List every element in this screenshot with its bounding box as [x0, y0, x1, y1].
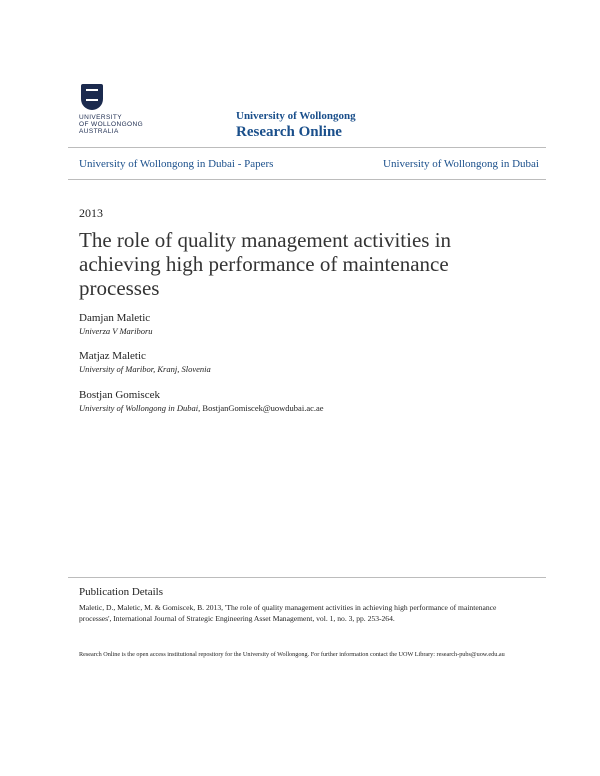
author-affiliation — [79, 364, 211, 374]
affiliation-text: Univerza V Mariboru — [79, 326, 153, 336]
logo-wordmark — [79, 114, 149, 135]
logo-line: UNIVERSITY — [79, 114, 123, 121]
author-name: Matjaz Maletic — [79, 350, 146, 362]
publication-divider — [68, 577, 546, 578]
dubai-papers-link[interactable]: University of Wollongong in Dubai - Papers — [79, 158, 274, 170]
university-logo[interactable] — [79, 84, 149, 135]
affiliation-text: University of Wollongong in Dubai — [79, 403, 199, 413]
author-name: Damjan Maletic — [79, 312, 151, 324]
author-affiliation — [79, 326, 153, 336]
collection-nav — [79, 158, 539, 170]
logo-line: AUSTRALIA — [79, 128, 119, 135]
nav-divider — [68, 179, 546, 180]
publication-year: 2013 — [79, 206, 103, 220]
top-divider — [68, 147, 546, 148]
repository-title[interactable] — [236, 110, 356, 141]
publication-details-text: Maletic, D., Maletic, M. & Gomiscek, B. 2013, 'The role of quality management activities in achieving high performance of maintenance processes', International Journal of Strategic Engineering Asset Management, vol. 1, no. 3, pp. 253-264. — [79, 603, 497, 623]
affiliation-text: University of Maribor, Kranj, Slovenia — [79, 364, 211, 374]
repository-footer: Research Online is the open access institutional repository for the University of Wollongong. For further information contact the UOW Library: research-pubs@uow.edu.au — [79, 651, 505, 658]
author-affiliation — [79, 403, 324, 413]
publication-details-heading: Publication Details — [79, 586, 164, 598]
author-name: Bostjan Gomiscek — [79, 389, 160, 401]
research-online-name: Research Online — [236, 124, 342, 140]
paper-title: The role of quality management activities in achieving high performance of maintenance processes — [79, 228, 452, 300]
university-crest-icon — [81, 84, 103, 110]
logo-line: OF WOLLONGONG — [79, 121, 144, 128]
author-email[interactable]: , BostjanGomiscek@uowdubai.ac.ae — [198, 403, 324, 413]
university-name: University of Wollongong — [236, 110, 356, 122]
dubai-link[interactable]: University of Wollongong in Dubai — [383, 158, 539, 170]
